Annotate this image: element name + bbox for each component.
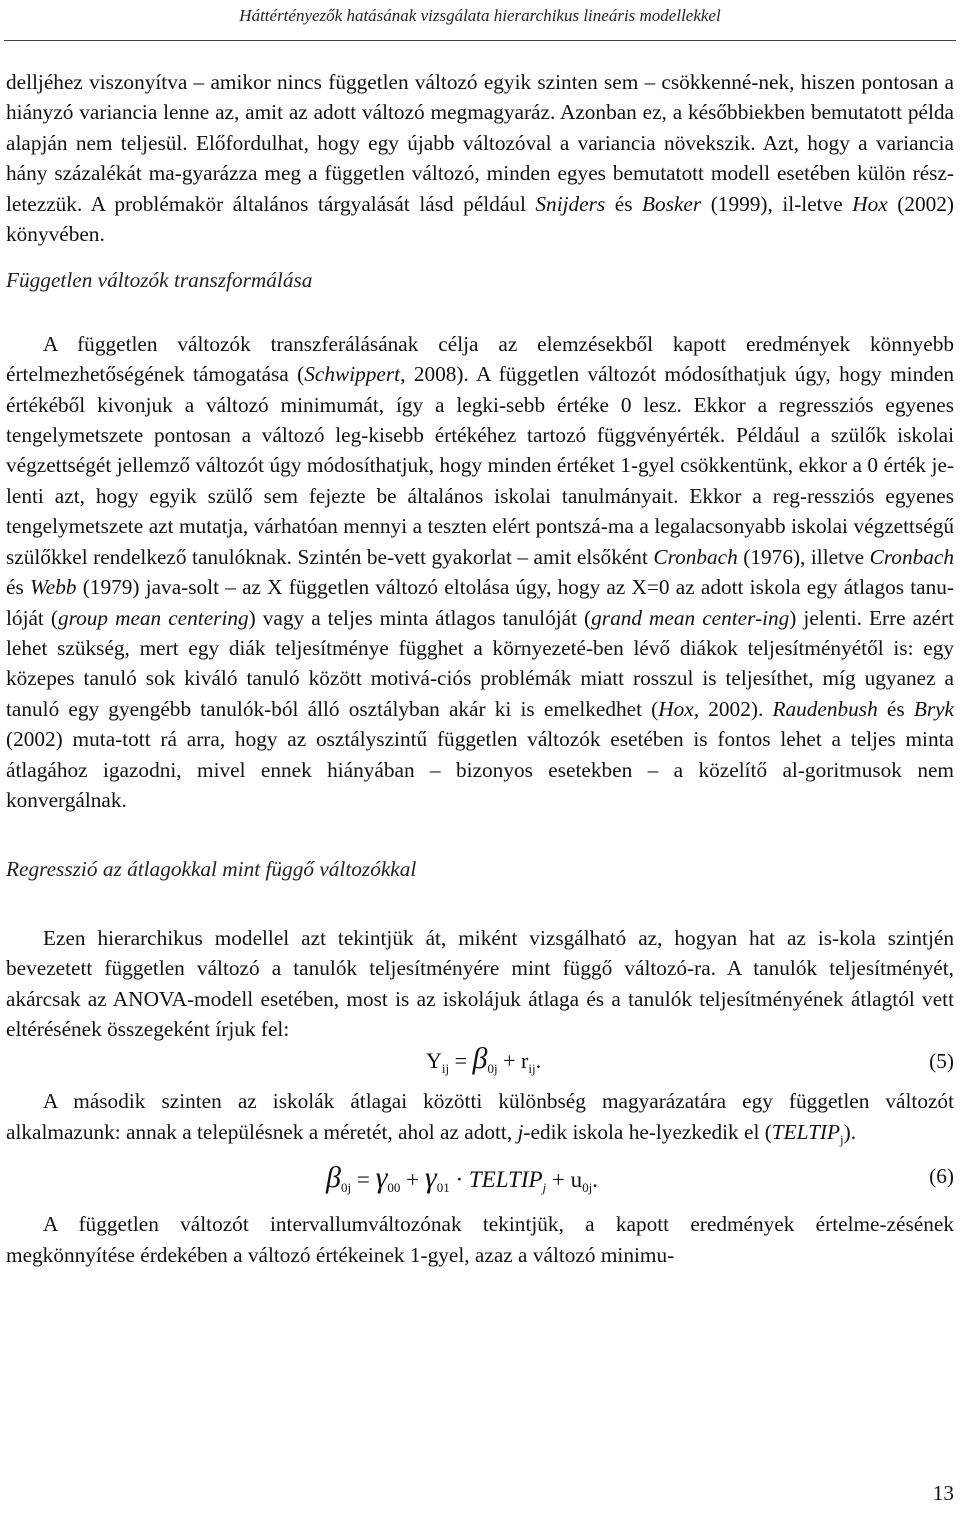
eq-symbol: β — [472, 1042, 488, 1076]
text-run: (2002) könyvében. — [6, 191, 955, 247]
eq-symbol: β — [326, 1161, 341, 1195]
term-italic: group mean centering — [57, 605, 249, 630]
equation-5-formula — [426, 1042, 542, 1084]
citation-author: Hox — [852, 191, 888, 216]
eq-subscript: j — [840, 1131, 844, 1147]
eq-subscript: ij — [441, 1061, 450, 1077]
equation-6 — [6, 1161, 954, 1205]
eq-subscript: 01 — [436, 1180, 450, 1196]
term-italic: grand mean center-ing — [591, 605, 790, 630]
text-run: A független változók transzferálásának célja az elemzésekből kapott eredmények könnyebb értelmezhetőségének támogatása ( — [6, 331, 954, 387]
eq-symbol: r — [521, 1048, 529, 1074]
eq-operator: = — [351, 1167, 376, 1193]
math-var: TELTIP — [771, 1119, 841, 1144]
eq-subscript: 0j — [340, 1180, 352, 1196]
text-run: és — [605, 191, 643, 216]
eq-operator: · — [449, 1167, 469, 1193]
eq-operator: + — [497, 1048, 522, 1074]
paragraph-2 — [6, 329, 954, 816]
text-run: -edik iskola he-lyezkedik el ( — [523, 1119, 772, 1144]
text-run: (1976), illetve — [737, 544, 870, 569]
eq-subscript: 0j — [487, 1061, 498, 1077]
paragraph-1 — [6, 67, 954, 249]
page-number: 13 — [932, 1481, 954, 1505]
text-run: A második szinten az iskolák átlagai közötti különbség magyarázatára egy független változót alkalmazunk: annak a településnek a méretét, ahol az adott, — [6, 1089, 954, 1144]
eq-symbol: . — [535, 1048, 542, 1074]
text-run: ) vagy a teljes minta átlagos tanulóját ( — [248, 605, 592, 630]
citation-author: Webb — [29, 575, 77, 600]
text-run: (2002) muta-tott rá arra, hogy az osztályszintű független változók esetében is fontos lehet a teljes minta átlagához igazodni, mivel ennek hiányában – bizonyos esetekben – a közelítő al-goritmusok nem konvergálnak. — [6, 727, 954, 812]
eq-subscript: 00 — [387, 1180, 401, 1196]
equation-6-formula — [326, 1161, 599, 1203]
text-run: , 2002). — [693, 696, 773, 721]
running-header: Háttértényezők hatásának vizsgálata hierarchikus lineáris modellekkel — [239, 6, 721, 25]
citation-author: Schwippert — [304, 362, 401, 387]
header-rule — [4, 40, 956, 41]
citation-author: Hox — [658, 696, 694, 721]
paragraph-4 — [6, 1086, 954, 1155]
eq-symbol: . — [592, 1167, 599, 1193]
section-heading-regression: Regresszió az átlagokkal mint függő változókkal — [6, 857, 417, 882]
eq-operator: + — [546, 1167, 571, 1193]
paragraph-3: Ezen hierarchikus modellel azt tekintjük át, miként vizsgálható az, hogyan hat az is-kola szintjén bevezetett független változó a tanulók teljesítményére mint függő változó-ra. A tanulók teljesítményét, akárcsak az ANOVA-modell esetében, most is az iskolájuk átlaga és a tanulók teljesítményének átlagtól vett eltérésének összegeként írjuk fel: — [6, 925, 954, 1041]
text-run: és — [877, 696, 914, 721]
citation-author: Raudenbush — [772, 696, 878, 721]
eq-symbol: u — [570, 1167, 583, 1193]
eq-subscript: ij — [528, 1061, 536, 1077]
body-text — [6, 67, 954, 1270]
paragraph-5: A független változót intervallumváltozónak tekintjük, a kapott eredmények értelme-zésének megkönnyítése érdekében a változó értékeinek 1-gyel, azaz a változó minimu- — [6, 1212, 954, 1267]
eq-symbol: γ — [375, 1161, 388, 1195]
text-run: ). — [843, 1119, 857, 1144]
section-heading-transform: Független változók transzformálása — [6, 268, 313, 293]
equation-6-number: (6) — [929, 1164, 954, 1189]
eq-symbol: Y — [426, 1048, 442, 1074]
eq-subscript: 0j — [582, 1180, 593, 1196]
equation-5 — [6, 1042, 954, 1082]
citation-author: Cronbach — [653, 544, 738, 569]
citation-author: Cronbach — [869, 544, 955, 569]
text-run: (1979) java-solt – az X független változó eltolása úgy, hogy az X=0 az adott iskola egy átlagos tanu-lóját ( — [6, 575, 954, 630]
equation-5-number: (5) — [929, 1049, 954, 1074]
eq-operator: + — [400, 1167, 425, 1193]
text-run: (1999), il-letve — [701, 191, 853, 216]
eq-symbol: γ — [424, 1161, 437, 1195]
text-run: ) jelenti. Erre azért lehet szükség, mert egy diák teljesítménye függhet a környezeté-ben lévő diákok teljesítményétől is: egy közepes tanuló sok kiváló tanuló között motivá-ciós problémák miatt rosszul is teljesíthet, míg ugyanez a tanuló egy gyengébb tanulók-ból álló osztályban akár ki is emelkedhet ( — [6, 605, 955, 721]
text-run: és — [6, 575, 30, 600]
eq-symbol: TELTIP — [468, 1167, 543, 1193]
text-run: delljéhez viszonyítva – amikor nincs független változó egyik szinten sem – csökkenné-nek, hiszen pontosan a hiányzó variancia lenne az, amit az adott változó megmagyaráz. Azonban ez, a későbbiekben bemutatott példa alapján nem teljesül. Előfordulhat, hogy egy újabb változóval a variancia növekszik. Azt, hogy a variancia hány százalékát ma-gyarázza meg a független változó, minden egyes bemutatott modell esetében külön rész-letezzük. A problémakör általános tárgyalását lásd például — [6, 70, 954, 216]
citation-author: Snijders — [535, 191, 606, 216]
eq-operator: = — [449, 1048, 473, 1074]
text-run: , 2008). A független változót módosíthatjuk úgy, hogy minden értékéből kivonjuk a változó minimumát, így a legki-sebb értéke 0 lesz. Ekkor a regressziós egyenes tengelymetszete pontosan a változó leg-kisebb értékéhez tartozó függvényérték. Például a szülők iskolai végzettségét jellemző változót úgy módosíthatjuk, hogy minden értéket 1-gyel csökkentünk, ekkor a 0 érték je-lenti azt, hogy egyik szülő sem fejezte be általános iskolai tanulmányait. Ekkor a reg-ressziós egyenes tengelymetszete azt mutatja, várhatóan mennyi a teszten elért pontszá-ma a legalacsonyabb iskolai végzettségű szülőkkel rendelkező tanulóknak. Szintén be-vett gyakorlat – amit elsőként — [6, 362, 954, 569]
citation-author: Bryk — [913, 696, 955, 721]
math-var: j — [517, 1119, 524, 1144]
citation-author: Bosker — [642, 191, 702, 216]
eq-subscript: j — [542, 1180, 547, 1196]
